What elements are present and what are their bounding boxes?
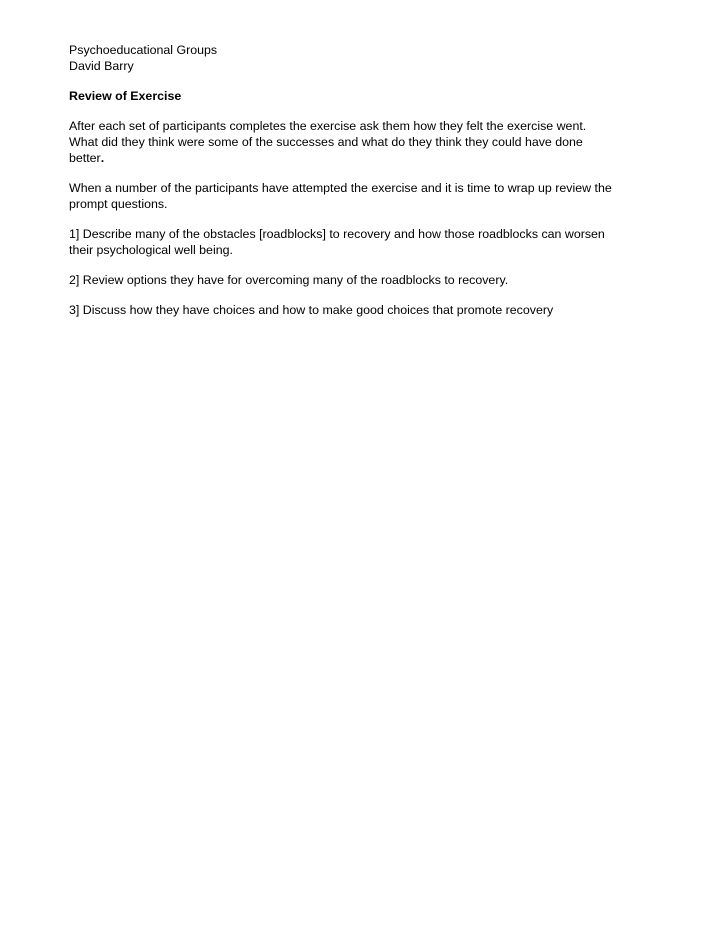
spacer (69, 104, 659, 118)
question-3-line: 3] Discuss how they have choices and how to make good choices that promote recovery (69, 303, 554, 317)
spacer (69, 288, 659, 302)
question-3 (69, 302, 659, 318)
intro-paragraph (69, 118, 659, 166)
intro-line-1: After each set of participants completes the exercise ask them how they felt the exercise went. (69, 119, 587, 133)
question-1-line-1: 1] Describe many of the obstacles [roadblocks] to recovery and how those roadblocks can worsen (69, 227, 605, 241)
wrapup-line-2: prompt questions. (69, 197, 168, 211)
question-1-line-2: their psychological well being. (69, 243, 233, 257)
question-1 (69, 226, 659, 258)
document-body (69, 42, 659, 318)
spacer (69, 258, 659, 272)
intro-line-3-text: better (69, 151, 101, 165)
intro-line-2: What did they think were some of the successes and what do they think they could have done (69, 135, 583, 149)
author-name: David Barry (69, 59, 134, 73)
wrapup-line-1: When a number of the participants have attempted the exercise and it is time to wrap up review the (69, 181, 612, 195)
spacer (69, 74, 659, 88)
course-title: Psychoeducational Groups (69, 43, 218, 57)
question-2-line: 2] Review options they have for overcoming many of the roadblocks to recovery. (69, 273, 509, 287)
intro-line-3-period: . (100, 151, 105, 165)
wrapup-paragraph (69, 180, 659, 212)
section-heading: Review of Exercise (69, 89, 182, 103)
spacer (69, 166, 659, 180)
spacer (69, 212, 659, 226)
intro-line-3 (69, 150, 659, 166)
question-2 (69, 272, 659, 288)
